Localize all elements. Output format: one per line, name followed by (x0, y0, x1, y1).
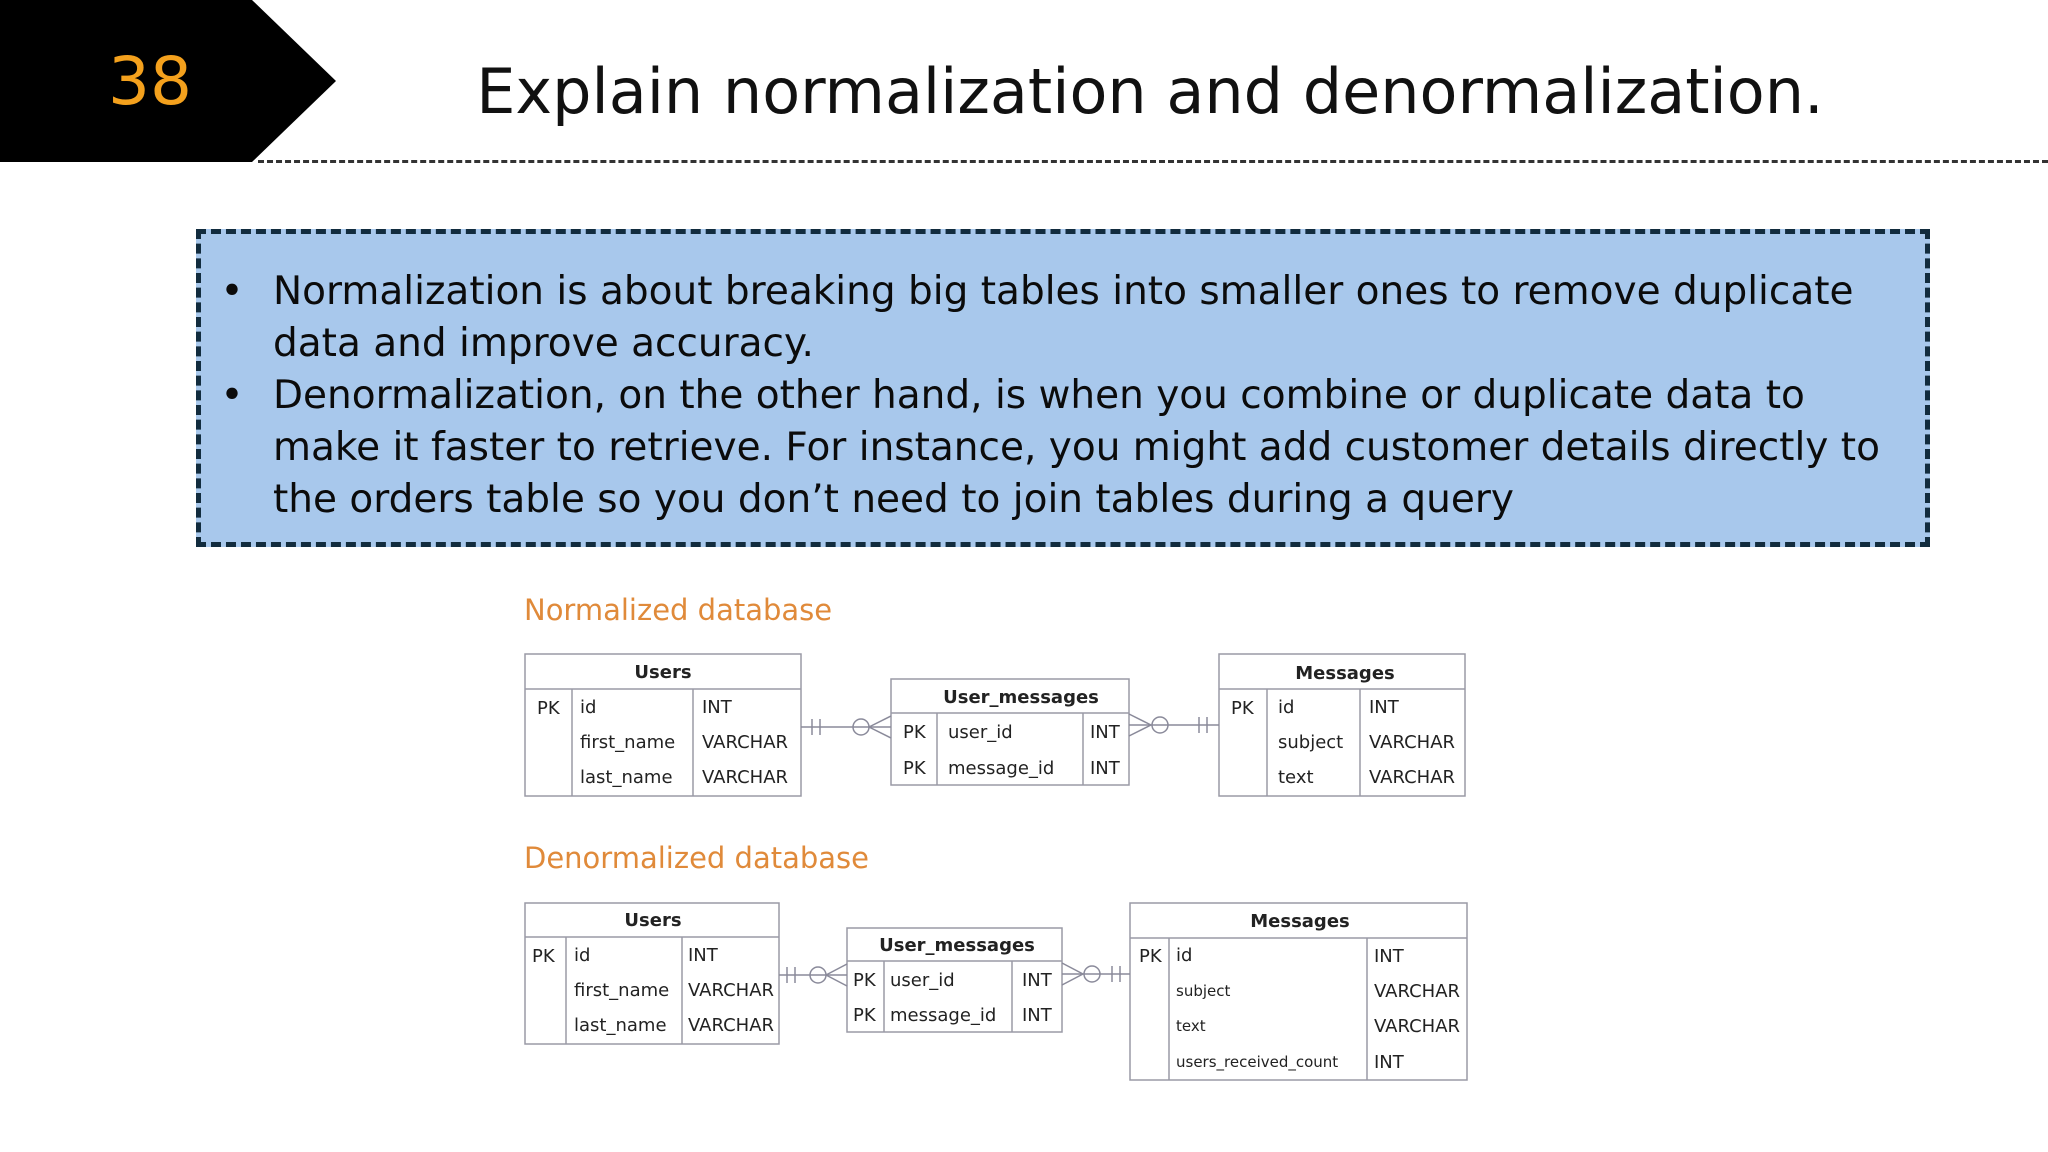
cell-key: PK (853, 1005, 876, 1026)
cell-field: last_name (574, 1015, 667, 1036)
table-title: Messages (1295, 663, 1395, 684)
cell-field: message_id (890, 1005, 997, 1026)
cell-field: text (1278, 767, 1314, 788)
cell-type: VARCHAR (1374, 1016, 1461, 1037)
cell-field: id (1176, 945, 1193, 966)
cell-field: text (1176, 1017, 1206, 1035)
cell-key: PK (537, 698, 560, 719)
denormalized-users-table (525, 903, 779, 1044)
table-title: Users (624, 910, 682, 931)
bullet-dot-icon: • (220, 373, 244, 418)
relationship-denorm-users-user-messages (779, 964, 847, 986)
cell-type: VARCHAR (1374, 981, 1461, 1002)
slide-number: 38 (108, 43, 192, 120)
table-title: User_messages (879, 935, 1035, 956)
bullet-text: Denormalization, on the other hand, is when you combine or duplicate data to make it faster to retrieve. For instance, you might add customer details directly to the orders table so you don’t need to join tables during a query (273, 373, 1880, 522)
cell-type: INT (688, 945, 718, 966)
normalized-users-table (525, 654, 801, 796)
bullet-dot-icon: • (220, 269, 244, 314)
table-title: Messages (1250, 911, 1350, 932)
cell-type: INT (1022, 970, 1052, 991)
denormalized-messages-table (1130, 903, 1467, 1080)
cell-key: PK (1231, 698, 1254, 719)
relationship-denorm-user-messages-messages (1062, 963, 1130, 985)
relationship-user-messages-messages (1129, 714, 1219, 736)
cell-field: first_name (574, 980, 670, 1001)
cell-field: user_id (948, 722, 1013, 743)
slide-title: Explain normalization and denormalization. (476, 55, 1824, 128)
cell-field: message_id (948, 758, 1055, 779)
cell-type: VARCHAR (702, 767, 789, 788)
cell-type: INT (1374, 1052, 1404, 1073)
denormalized-heading: Denormalized database (524, 841, 869, 875)
cell-field: last_name (580, 767, 673, 788)
cell-type: INT (1090, 758, 1120, 779)
cell-field: id (574, 945, 591, 966)
normalized-heading: Normalized database (524, 593, 833, 627)
cell-type: VARCHAR (702, 732, 789, 753)
table-title: Users (634, 662, 692, 683)
cell-type: VARCHAR (1369, 732, 1456, 753)
cell-type: VARCHAR (688, 980, 775, 1001)
normalized-user-messages-table (891, 679, 1129, 785)
cell-key: PK (903, 758, 926, 779)
cell-field: user_id (890, 970, 955, 991)
cell-type: INT (1022, 1005, 1052, 1026)
denormalized-user-messages-table (847, 928, 1062, 1032)
cell-field: first_name (580, 732, 676, 753)
cell-key: PK (532, 946, 555, 967)
normalized-messages-table (1219, 654, 1465, 796)
cell-field: users_received_count (1176, 1053, 1339, 1071)
cell-type: VARCHAR (1369, 767, 1456, 788)
relationship-users-user-messages (801, 716, 891, 738)
cell-field: id (580, 697, 597, 718)
cell-field: subject (1176, 982, 1231, 1000)
cell-key: PK (903, 722, 926, 743)
cell-type: VARCHAR (688, 1015, 775, 1036)
cell-key: PK (853, 970, 876, 991)
cell-field: id (1278, 697, 1295, 718)
cell-type: INT (1369, 697, 1399, 718)
bullet-text: Normalization is about breaking big tables into smaller ones to remove duplicate data and improve accuracy. (273, 269, 1854, 366)
cell-type: INT (702, 697, 732, 718)
cell-key: PK (1139, 946, 1162, 967)
cell-type: INT (1374, 946, 1404, 967)
cell-field: subject (1278, 732, 1344, 753)
cell-type: INT (1090, 722, 1120, 743)
table-title: User_messages (943, 687, 1099, 708)
